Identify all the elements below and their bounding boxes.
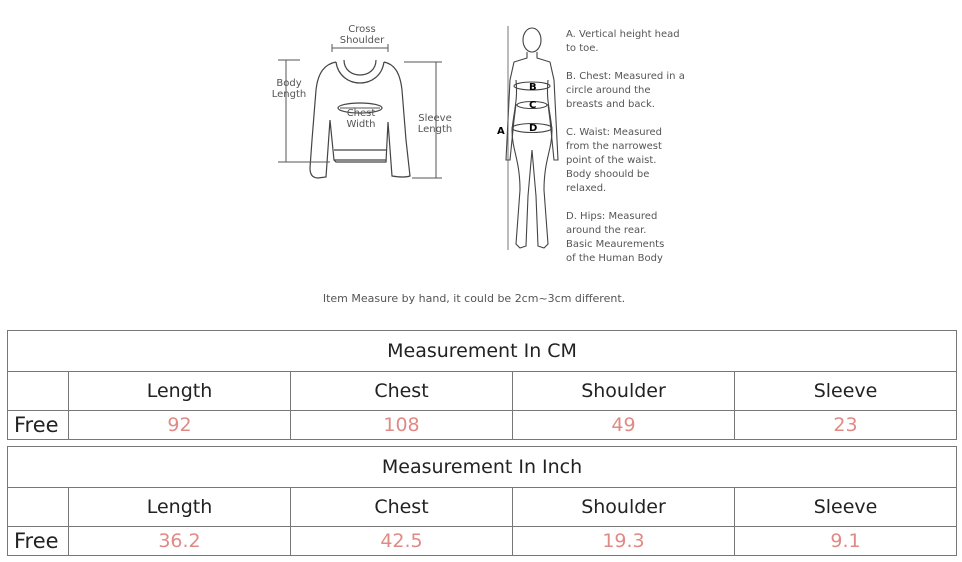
table-inch	[7, 446, 957, 556]
value-length: 36.2	[69, 527, 291, 556]
letter-c: C	[529, 100, 537, 111]
size-label: Free	[8, 411, 69, 440]
header-sleeve: Sleeve	[735, 372, 957, 411]
value-chest: 108	[291, 411, 513, 440]
note-b: B. Chest: Measured in a circle around the breasts and back.	[566, 71, 685, 110]
label-chest-width: Chest Width	[346, 108, 376, 130]
size-label: Free	[8, 527, 69, 556]
label-sleeve-length: Sleeve Length	[417, 113, 453, 135]
note-d: D. Hips: Measured around the rear. Basic Meaurements of the Human Body	[566, 211, 665, 264]
value-shoulder: 49	[513, 411, 735, 440]
disclaimer: Item Measure by hand, it could be 2cm~3cm different.	[322, 292, 626, 305]
value-sleeve: 9.1	[735, 527, 957, 556]
value-chest: 42.5	[291, 527, 513, 556]
letter-d: D	[529, 123, 538, 134]
value-shoulder: 19.3	[513, 527, 735, 556]
header-length: Length	[69, 488, 291, 527]
empty-cell	[8, 372, 69, 411]
header-length: Length	[69, 372, 291, 411]
label-cross-shoulder: Cross Shoulder	[339, 24, 385, 46]
value-sleeve: 23	[735, 411, 957, 440]
table-title: Measurement In Inch	[8, 447, 957, 488]
table-title: Measurement In CM	[8, 331, 957, 372]
header-shoulder: Shoulder	[513, 372, 735, 411]
table-cm	[7, 330, 957, 440]
empty-cell	[8, 488, 69, 527]
letter-a: A	[497, 126, 505, 137]
label-body-length: Body Length	[271, 78, 307, 100]
note-c: C. Waist: Measured from the narrowest point of the waist. Body shoould be relaxed.	[566, 127, 663, 194]
header-shoulder: Shoulder	[513, 488, 735, 527]
header-sleeve: Sleeve	[735, 488, 957, 527]
header-chest: Chest	[291, 488, 513, 527]
letter-b: B	[529, 82, 537, 93]
value-length: 92	[69, 411, 291, 440]
table-row	[8, 527, 957, 556]
header-chest: Chest	[291, 372, 513, 411]
note-a: A. Vertical height head to toe.	[566, 29, 680, 54]
table-row	[8, 411, 957, 440]
